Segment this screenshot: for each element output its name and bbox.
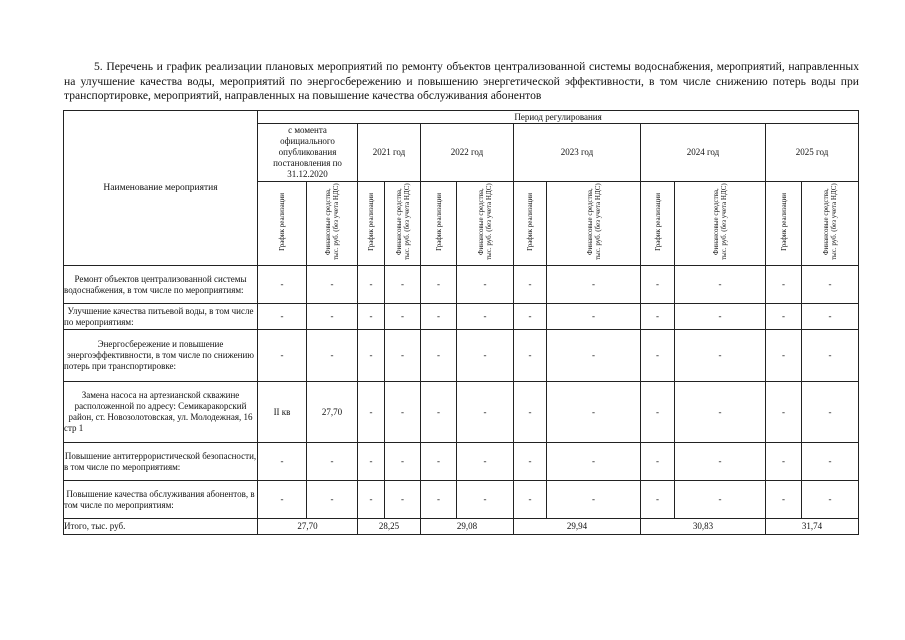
table-cell: - — [802, 443, 859, 481]
finance-subheader: Финансовые средства, тыс. руб. (без учета НДС) — [675, 182, 766, 266]
schedule-subheader: График реализации — [766, 182, 802, 266]
table-cell: - — [421, 443, 457, 481]
table-cell: - — [385, 382, 421, 443]
table-cell: - — [258, 481, 307, 519]
table-cell: - — [385, 330, 421, 382]
table-cell: - — [675, 304, 766, 330]
table-cell: - — [307, 304, 358, 330]
table-row — [64, 443, 859, 481]
table-cell: - — [514, 382, 547, 443]
table-cell: - — [457, 481, 514, 519]
schedule-subheader: График реализации — [514, 182, 547, 266]
table-cell: - — [675, 382, 766, 443]
table-cell: - — [258, 330, 307, 382]
table-cell: - — [547, 266, 641, 304]
table-cell: - — [307, 443, 358, 481]
table-cell: - — [547, 304, 641, 330]
table-cell: - — [766, 330, 802, 382]
table-cell: - — [358, 266, 385, 304]
table-cell: - — [547, 382, 641, 443]
table-cell: - — [802, 330, 859, 382]
table-cell: - — [457, 330, 514, 382]
row-name: Повышение качества обслуживания абонентов, в том числе по мероприятиям: — [64, 481, 258, 519]
finance-subheader: Финансовые средства, тыс. руб. (без учета НДС) — [457, 182, 514, 266]
total-label: Итого, тыс. руб. — [64, 519, 258, 535]
table-cell: - — [641, 443, 675, 481]
table-cell: - — [641, 481, 675, 519]
total-row — [64, 519, 859, 535]
schedule-subheader: График реализации — [358, 182, 385, 266]
table-cell: - — [258, 443, 307, 481]
table-cell: - — [514, 330, 547, 382]
finance-subheader: Финансовые средства, тыс. руб. (без учета НДС) — [385, 182, 421, 266]
table-cell: - — [766, 266, 802, 304]
table-row — [64, 304, 859, 330]
table-cell: - — [641, 266, 675, 304]
table-cell: - — [258, 266, 307, 304]
table-cell: - — [675, 330, 766, 382]
schedule-subheader: График реализации — [258, 182, 307, 266]
section-heading: 5. Перечень и график реализации плановых мероприятий по ремонту объектов централизованной системы водоснабжения, мероприятий, направленных на улучшение качества воды, мероприятий по энергосбережению и повышению энергетической эффективности, в том числе снижению потерь воды при транспортировке, мероприятий, направленных на повышение качества обслуживания абонентов — [64, 60, 859, 102]
table-cell: - — [457, 443, 514, 481]
plan-table — [63, 110, 859, 535]
table-cell: - — [641, 304, 675, 330]
table-cell: - — [675, 481, 766, 519]
table-cell: - — [802, 266, 859, 304]
finance-subheader: Финансовые средства, тыс. руб. (без учета НДС) — [802, 182, 859, 266]
total-cell: 30,83 — [641, 519, 766, 535]
total-cell: 28,25 — [358, 519, 421, 535]
table-row — [64, 266, 859, 304]
table-cell: - — [307, 266, 358, 304]
table-cell: - — [802, 304, 859, 330]
table-cell: - — [421, 304, 457, 330]
period-2020-header: с момента официального опубликования постановления по 31.12.2020 — [258, 124, 358, 182]
table-cell: - — [802, 481, 859, 519]
name-column-header: Наименование мероприятия — [64, 111, 258, 266]
table-cell: - — [358, 481, 385, 519]
row-name: Ремонт объектов централизованной системы водоснабжения, в том числе по мероприятиям: — [64, 266, 258, 304]
table-cell: - — [547, 330, 641, 382]
period-header: Период регулирования — [258, 111, 859, 124]
total-cell: 31,74 — [766, 519, 859, 535]
table-cell: - — [385, 481, 421, 519]
row-name: Повышение антитеррористической безопасности, в том числе по мероприятиям: — [64, 443, 258, 481]
table-cell: - — [675, 266, 766, 304]
finance-subheader: Финансовые средства, тыс. руб. (без учета НДС) — [547, 182, 641, 266]
table-cell: - — [457, 266, 514, 304]
table-cell: - — [514, 443, 547, 481]
period-2022-header: 2022 год — [421, 124, 514, 182]
schedule-subheader: График реализации — [641, 182, 675, 266]
table-row — [64, 382, 859, 443]
table-cell: - — [675, 443, 766, 481]
table-cell: - — [766, 481, 802, 519]
table-cell: - — [358, 382, 385, 443]
period-2023-header: 2023 год — [514, 124, 641, 182]
schedule-subheader: График реализации — [421, 182, 457, 266]
finance-subheader: Финансовые средства, тыс. руб. (без учета НДС) — [307, 182, 358, 266]
table-cell: - — [641, 330, 675, 382]
table-cell: - — [514, 304, 547, 330]
table-cell: II кв — [258, 382, 307, 443]
table-cell: - — [385, 304, 421, 330]
table-cell: - — [358, 304, 385, 330]
table-cell: - — [307, 481, 358, 519]
period-2024-header: 2024 год — [641, 124, 766, 182]
table-cell: - — [421, 382, 457, 443]
row-name: Энергосбережение и повышение энергоэффективности, в том числе по снижению потерь при транспортировке: — [64, 330, 258, 382]
table-cell: - — [307, 330, 358, 382]
total-cell: 27,70 — [258, 519, 358, 535]
table-row — [64, 330, 859, 382]
table-cell: - — [547, 443, 641, 481]
table-cell: - — [258, 304, 307, 330]
total-cell: 29,94 — [514, 519, 641, 535]
table-cell: - — [457, 304, 514, 330]
table-cell: 27,70 — [307, 382, 358, 443]
table-cell: - — [358, 330, 385, 382]
table-cell: - — [385, 266, 421, 304]
row-name: Замена насоса на артезианской скважине расположенной по адресу: Семикаракорский район, ст. Новозолотовская, ул. Молодежная, 16 стр 1 — [64, 382, 258, 443]
table-row — [64, 481, 859, 519]
table-cell: - — [766, 382, 802, 443]
period-2021-header: 2021 год — [358, 124, 421, 182]
table-cell: - — [457, 382, 514, 443]
table-cell: - — [514, 266, 547, 304]
table-cell: - — [358, 443, 385, 481]
table-cell: - — [802, 382, 859, 443]
table-cell: - — [385, 443, 421, 481]
table-cell: - — [766, 443, 802, 481]
row-name: Улучшение качества питьевой воды, в том числе по мероприятиям: — [64, 304, 258, 330]
table-cell: - — [421, 481, 457, 519]
table-cell: - — [421, 266, 457, 304]
total-cell: 29,08 — [421, 519, 514, 535]
table-cell: - — [641, 382, 675, 443]
period-2025-header: 2025 год — [766, 124, 859, 182]
table-cell: - — [514, 481, 547, 519]
table-cell: - — [766, 304, 802, 330]
table-cell: - — [547, 481, 641, 519]
table-cell: - — [421, 330, 457, 382]
